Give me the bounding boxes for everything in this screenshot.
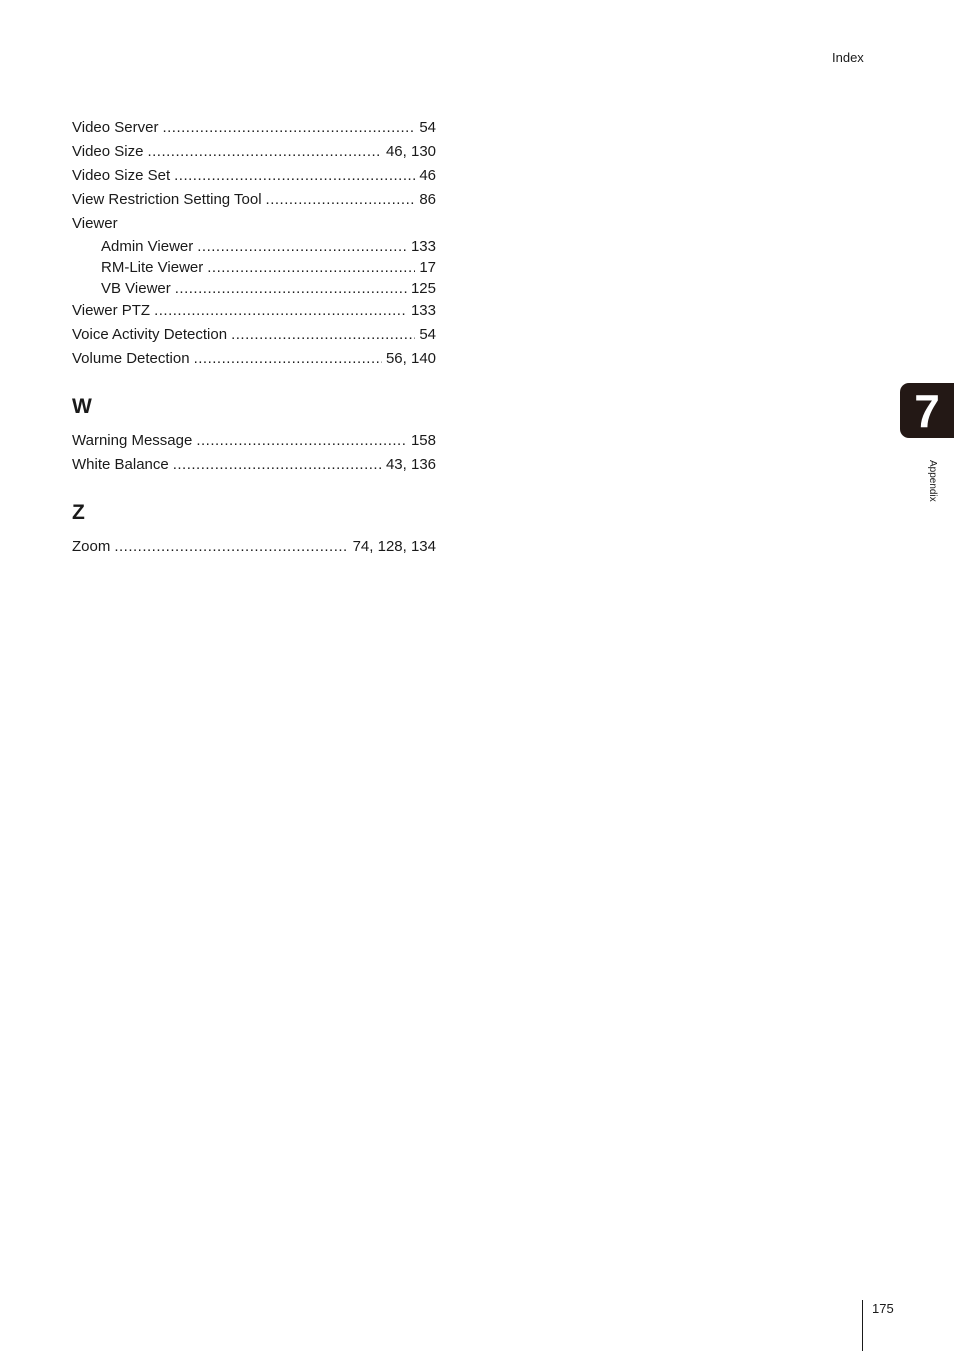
- page-number: 175: [872, 1301, 894, 1316]
- entry-term: Viewer PTZ: [72, 302, 151, 319]
- dot-leader: [162, 116, 415, 140]
- dot-leader: [194, 347, 382, 371]
- index-entry: [72, 347, 436, 371]
- index-subentry: [72, 257, 436, 278]
- index-entry: [72, 429, 436, 453]
- entry-pages: 43, 136: [385, 456, 436, 473]
- dot-leader: [173, 453, 382, 477]
- section-label: Index: [832, 50, 864, 65]
- dot-leader: [207, 257, 415, 278]
- dot-leader: [174, 164, 415, 188]
- index-entry: [72, 453, 436, 477]
- index-entry: [72, 140, 436, 164]
- index-entry: [72, 164, 436, 188]
- index-entry: [72, 299, 436, 323]
- dot-leader: [147, 140, 382, 164]
- index-entry-parent: [72, 212, 436, 236]
- dot-leader: [175, 278, 407, 299]
- index-letter-heading: W: [72, 395, 92, 418]
- entry-term: View Restriction Setting Tool: [72, 191, 262, 208]
- entry-term: Video Size: [72, 143, 144, 160]
- entry-term: Volume Detection: [72, 350, 190, 367]
- entry-term: Video Size Set: [72, 167, 171, 184]
- entry-term: Zoom: [72, 538, 111, 555]
- entry-pages: 125: [410, 280, 436, 297]
- index-entry: [72, 323, 436, 347]
- entry-term: White Balance: [72, 456, 169, 473]
- index-group-v: [72, 116, 436, 371]
- entry-pages: 56, 140: [385, 350, 436, 367]
- dot-leader: [197, 236, 407, 257]
- index-subentry: [72, 236, 436, 257]
- entry-term: Admin Viewer: [101, 238, 194, 255]
- entry-pages: 46: [419, 167, 436, 184]
- index-entry: [72, 116, 436, 140]
- page-number-rule: [862, 1300, 863, 1351]
- entry-pages: 54: [419, 119, 436, 136]
- entry-term: Voice Activity Detection: [72, 326, 228, 343]
- index-subentry: [72, 278, 436, 299]
- chapter-tab: 7: [900, 383, 954, 438]
- index-entry: [72, 188, 436, 212]
- entry-pages: 54: [419, 326, 436, 343]
- entry-pages: 74, 128, 134: [352, 538, 436, 555]
- chapter-side-label: Appendix: [927, 460, 938, 502]
- entry-term: Video Server: [72, 119, 159, 136]
- index-group-w: [72, 393, 436, 477]
- entry-term: Viewer: [72, 215, 118, 232]
- entry-pages: 133: [410, 302, 436, 319]
- dot-leader: [154, 299, 407, 323]
- dot-leader: [196, 429, 407, 453]
- entry-term: VB Viewer: [101, 280, 171, 297]
- entry-pages: 46, 130: [385, 143, 436, 160]
- dot-leader: [266, 188, 416, 212]
- entry-pages: 86: [419, 191, 436, 208]
- entry-term: RM-Lite Viewer: [101, 259, 204, 276]
- index-column: [72, 116, 436, 559]
- entry-pages: 158: [410, 432, 436, 449]
- index-letter-heading: Z: [72, 501, 85, 524]
- entry-pages: 17: [419, 259, 436, 276]
- entry-pages: 133: [410, 238, 436, 255]
- dot-leader: [114, 535, 348, 559]
- index-entry: [72, 535, 436, 559]
- entry-term: Warning Message: [72, 432, 193, 449]
- dot-leader: [231, 323, 415, 347]
- index-group-z: [72, 499, 436, 559]
